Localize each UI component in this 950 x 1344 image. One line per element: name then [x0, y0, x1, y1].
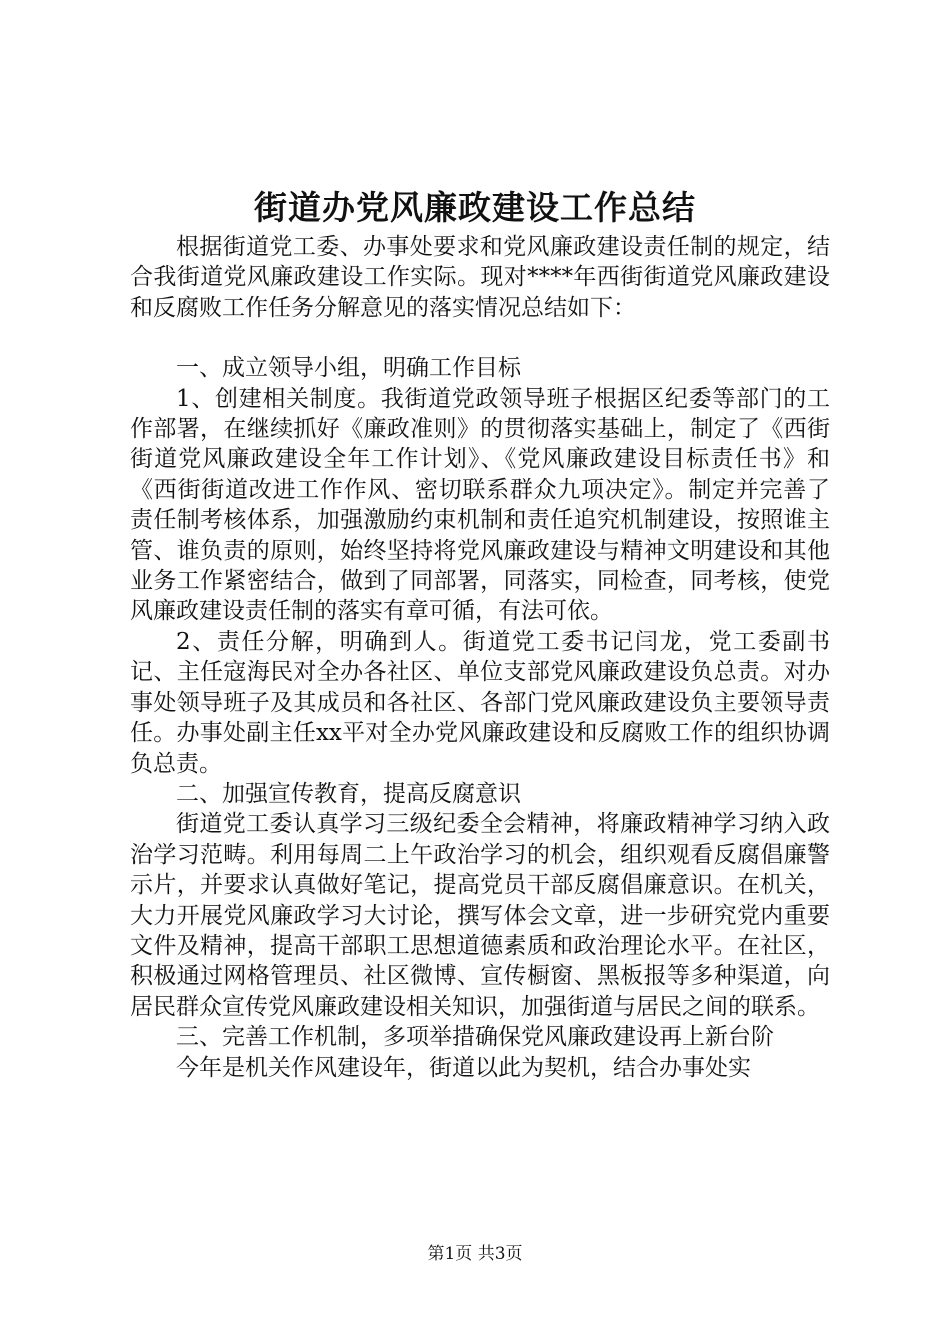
paragraph-spacer [130, 323, 830, 353]
body-paragraph: 街道党工委认真学习三级纪委全会精神，将廉政精神学习纳入政治学习范畴。利用每周二上午政治学习的机会，组织观看反腐倡廉警示片，并要求认真做好笔记，提高党员干部反腐倡廉意识。在机关，大力开展党风廉政学习大讨论，撰写体会文章，进一步研究党内重要文件及精神，提高干部职工思想道德素质和政治理论水平。在社区，积极通过网格管理员、社区微博、宣传橱窗、黑板报等多种渠道，向居民群众宣传党风廉政建设相关知识，加强街道与居民之间的联系。 [130, 811, 830, 1020]
document-title: 街道办党风廉政建设工作总结 [254, 188, 696, 227]
section-heading-1: 一、成立领导小组，明确工作目标 [176, 355, 521, 382]
body-paragraph: 2、责任分解，明确到人。街道党工委书记闫龙，党工委副书记、主任寇海民对全办各社区、单位支部党风廉政建设负总责。对办事处领导班子及其成员和各社区、各部门党风廉政建设负主要领导责任。办事处副主任xx平对全办党风廉政建设和反腐败工作的组织协调负总责。 [130, 628, 830, 777]
section-heading-3: 三、完善工作机制，多项举措确保党风廉政建设再上新台阶 [176, 1024, 774, 1051]
body-paragraph: 今年是机关作风建设年，街道以此为契机，结合办事处实 [176, 1054, 751, 1081]
intro-paragraph: 根据街道党工委、办事处要求和党风廉政建设责任制的规定，结合我街道党风廉政建设工作实际。现对****年西街街道党风廉政建设和反腐败工作任务分解意见的落实情况总结如下： [130, 234, 830, 321]
section-heading-2: 二、加强宣传教育，提高反腐意识 [176, 780, 521, 807]
page-number-footer: 第1页 共3页 [427, 1244, 523, 1264]
document-body [130, 232, 830, 1083]
body-paragraph: 1、创建相关制度。我街道党政领导班子根据区纪委等部门的工作部署，在继续抓好《廉政准则》的贯彻落实基础上，制定了《西街街道党风廉政建设全年工作计划》、《党风廉政建设目标责任书》和《西街街道改进工作作风、密切联系群众九项决定》。制定并完善了责任制考核体系，加强激励约束机制和责任追究机制建设，按照谁主管、谁负责的原则，始终坚持将党风廉政建设与精神文明建设和其他业务工作紧密结合，做到了同部署，同落实，同检查，同考核，使党风廉政建设责任制的落实有章可循，有法可依。 [130, 385, 830, 625]
